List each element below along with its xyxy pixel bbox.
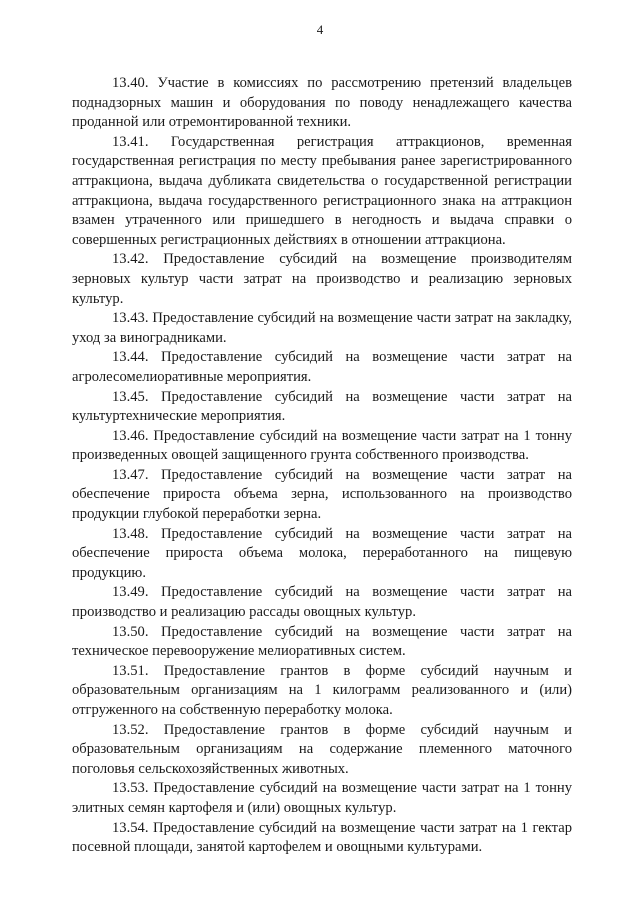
list-item-13-48: 13.48. Предоставление субсидий на возмещение части затрат на обеспечение прироста объема молока, переработанного на пищевую продукцию. [72,525,572,581]
list-item-13-51: 13.51. Предоставление грантов в форме субсидий научным и образовательным организациям на 1 килограмм реализованного и (или) отгруженного на собственную переработку молока. [72,662,572,718]
list-item-13-53: 13.53. Предоставление субсидий на возмещение части затрат на 1 тонну элитных семян картофеля и (или) овощных культур. [72,780,572,816]
list-item-13-43: 13.43. Предоставление субсидий на возмещение части затрат на закладку, уход за виноградниками. [72,310,572,346]
list-item-13-46: 13.46. Предоставление субсидий на возмещение части затрат на 1 тонну произведенных овощей защищенного грунта собственного производства. [72,427,572,464]
list-item-13-44: 13.44. Предоставление субсидий на возмещение части затрат на агролесомелиоративные мероприятия. [72,349,572,385]
document-body [72,74,572,858]
list-item-13-42: 13.42. Предоставление субсидий на возмещение производителям зерновых культур части затрат на производство и реализацию зерновых культур. [72,251,572,307]
list-item-13-40: 13.40. Участие в комиссиях по рассмотрению претензий владельцев поднадзорных машин и оборудования по поводу ненадлежащего качества проданной или отремонтированной техники. [72,75,572,131]
list-item-13-41: 13.41. Государственная регистрация аттракционов, временная государственная регистрация по месту пребывания ранее зарегистрированного аттракциона, выдача дубликата свидетельства о государственной регистрации аттракциона, выдача государственного регистрационного знака на аттракцион взамен утраченного или пришедшего в негодность и выдача справки о совершенных регистрационных действиях в отношении аттракциона. [72,133,572,248]
list-item-13-49: 13.49. Предоставление субсидий на возмещение части затрат на производство и реализацию рассады овощных культур. [72,584,572,621]
list-item-13-50: 13.50. Предоставление субсидий на возмещение части затрат на техническое перевооружение мелиоративных систем. [72,623,572,660]
page-number: 4 [316,22,324,37]
list-item-13-54: 13.54. Предоставление субсидий на возмещение части затрат на 1 гектар посевной площади, занятой картофелем и овощными культурами. [72,819,572,856]
list-item-13-45: 13.45. Предоставление субсидий на возмещение части затрат на культуртехнические мероприятия. [72,388,572,425]
list-item-13-47: 13.47. Предоставление субсидий на возмещение части затрат на обеспечение прироста объема зерна, использованного на производство продукции глубокой переработки зерна. [72,466,572,523]
list-item-13-52: 13.52. Предоставление грантов в форме субсидий научным и образовательным организациям на содержание племенного маточного поголовья сельскохозяйственных животных. [72,721,572,777]
